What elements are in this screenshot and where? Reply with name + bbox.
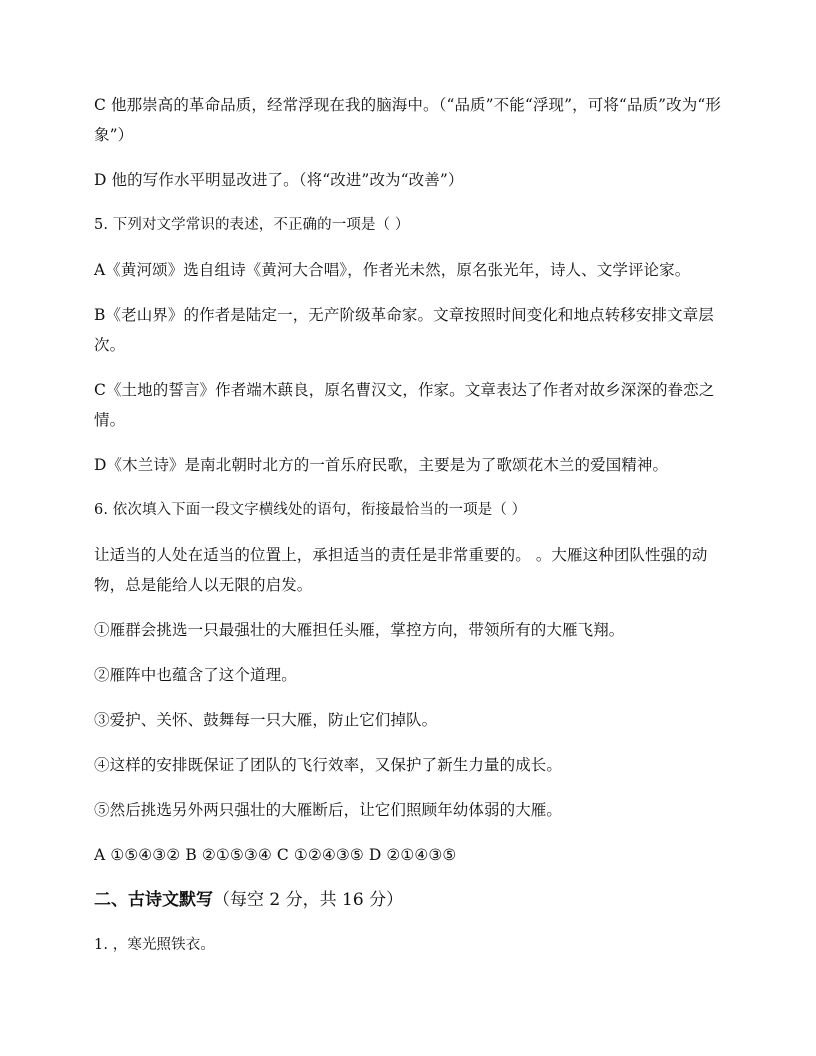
q5-option-b: B《老山界》的作者是陆定一，无产阶级革命家。文章按照时间变化和地点转移安排文章层次。 bbox=[94, 306, 714, 354]
q6-sentence-5: ⑤然后挑选另外两只强壮的大雁断后，让它们照顾年幼体弱的大雁。 bbox=[94, 801, 563, 819]
document-page bbox=[94, 90, 724, 975]
poem-question-1: 1. ，寒光照铁衣。 bbox=[94, 937, 215, 953]
q6-sentence-2: ②雁阵中也蕴含了这个道理。 bbox=[94, 666, 297, 684]
q6-passage: 让适当的人处在适当的位置上，承担适当的责任是非常重要的。 。大雁这种团队性强的动物，总是能给人以无限的启发。 bbox=[94, 546, 708, 594]
q6-sentence-3: ③爱护、关怀、鼓舞每一只大雁，防止它们掉队。 bbox=[94, 711, 438, 729]
section-heading bbox=[94, 885, 724, 915]
q6-sentence-1: ①雁群会挑选一只最强壮的大雁担任头雁，掌控方向，带领所有的大雁飞翔。 bbox=[94, 621, 625, 639]
section-title-text: 二、古诗文默写 bbox=[94, 890, 213, 910]
q5-option-d: D《木兰诗》是南北朝时北方的一首乐府民歌，主要是为了歌颂花木兰的爱国精神。 bbox=[94, 456, 669, 474]
q5-option-c: C《土地的誓言》作者端木蕻良，原名曹汉文，作家。文章表达了作者对故乡深深的眷恋之情。 bbox=[94, 381, 715, 429]
q6-sentence-4: ④这样的安排既保证了团队的飞行效率，又保护了新生力量的成长。 bbox=[94, 756, 563, 774]
q5-option-a: A《黄河颂》选自组诗《黄河大合唱》，作者光未然，原名张光年，诗人、文学评论家。 bbox=[94, 261, 691, 279]
q6-options: A ①⑤④③② B ②①⑤③④ C ①②④③⑤ D ②①④③⑤ bbox=[94, 846, 457, 864]
option-d-line: D 他的写作水平明显改进了。（将“改进”改为“改善”） bbox=[94, 171, 464, 189]
option-c-line: C 他那崇高的革命品质，经常浮现在我的脑海中。（“品质”不能“浮现”，可将“品质”改为“形象”） bbox=[94, 96, 722, 144]
section-score-note: （每空 2 分，共 16 分） bbox=[213, 890, 404, 910]
question-5: 5. 下列对文学常识的表述，不正确的一项是（ ） bbox=[94, 217, 410, 233]
question-6: 6. 依次填入下面一段文字横线处的语句，衔接最恰当的一项是（ ） bbox=[94, 502, 527, 518]
